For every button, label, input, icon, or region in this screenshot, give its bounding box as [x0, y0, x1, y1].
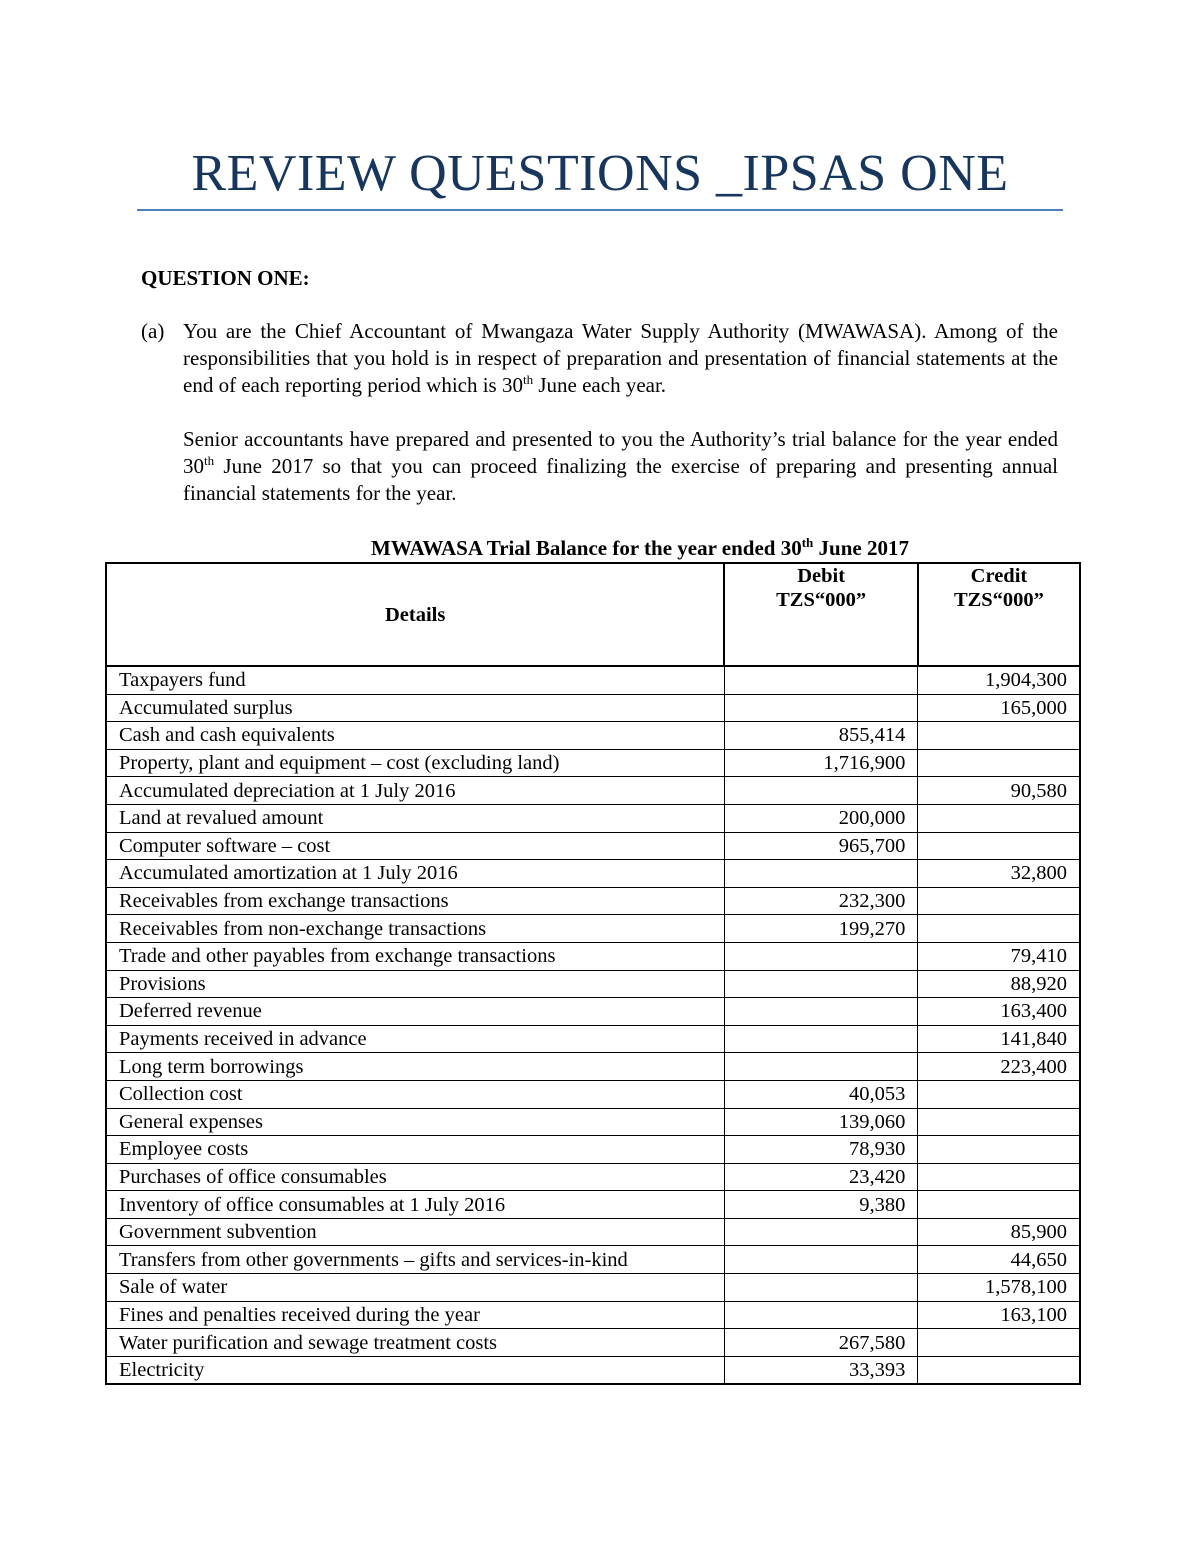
context-paragraph — [183, 426, 1058, 507]
account-name: Employee costs — [106, 1136, 724, 1164]
table-row — [106, 1053, 1080, 1081]
table-row — [106, 1080, 1080, 1108]
debit-amount — [724, 1218, 918, 1246]
intro-paragraph — [183, 318, 1058, 399]
debit-amount — [724, 970, 918, 998]
credit-amount — [918, 1163, 1080, 1191]
debit-amount — [724, 942, 918, 970]
credit-amount — [918, 1191, 1080, 1219]
account-name: Electricity — [106, 1356, 724, 1384]
table-row — [106, 777, 1080, 805]
credit-amount: 163,100 — [918, 1301, 1080, 1329]
credit-amount: 141,840 — [918, 1025, 1080, 1053]
account-name: Provisions — [106, 970, 724, 998]
credit-amount: 32,800 — [918, 860, 1080, 888]
credit-amount: 88,920 — [918, 970, 1080, 998]
credit-header-label: Credit — [970, 565, 1028, 587]
credit-amount: 165,000 — [918, 694, 1080, 722]
table-row — [106, 887, 1080, 915]
table-row — [106, 970, 1080, 998]
credit-amount — [918, 749, 1080, 777]
debit-amount — [724, 1025, 918, 1053]
credit-amount — [918, 1356, 1080, 1384]
intro-text-end: June each year. — [533, 373, 667, 397]
debit-amount: 199,270 — [724, 915, 918, 943]
credit-amount — [918, 832, 1080, 860]
account-name: Payments received in advance — [106, 1025, 724, 1053]
debit-amount: 9,380 — [724, 1191, 918, 1219]
debit-amount: 40,053 — [724, 1080, 918, 1108]
credit-amount: 79,410 — [918, 942, 1080, 970]
question-heading: QUESTION ONE: — [141, 266, 310, 290]
table-row — [106, 1108, 1080, 1136]
table-row — [106, 804, 1080, 832]
credit-amount — [918, 1080, 1080, 1108]
debit-amount — [724, 860, 918, 888]
credit-amount: 163,400 — [918, 998, 1080, 1026]
table-row — [106, 1246, 1080, 1274]
trial-balance-table — [105, 562, 1081, 1385]
account-name: Inventory of office consumables at 1 July 2016 — [106, 1191, 724, 1219]
table-row — [106, 694, 1080, 722]
table-row — [106, 1356, 1080, 1384]
account-name: Taxpayers fund — [106, 666, 724, 694]
account-name: Accumulated depreciation at 1 July 2016 — [106, 777, 724, 805]
account-name: Fines and penalties received during the year — [106, 1301, 724, 1329]
account-name: Water purification and sewage treatment costs — [106, 1329, 724, 1357]
table-row — [106, 915, 1080, 943]
credit-amount: 90,580 — [918, 777, 1080, 805]
table-row — [106, 942, 1080, 970]
caption-text-end: June 2017 — [813, 536, 909, 560]
account-name: Trade and other payables from exchange transactions — [106, 942, 724, 970]
table-row — [106, 749, 1080, 777]
account-name: Collection cost — [106, 1080, 724, 1108]
account-name: Receivables from non-exchange transactions — [106, 915, 724, 943]
debit-amount — [724, 1274, 918, 1302]
table-header-row — [106, 563, 1080, 666]
table-row — [106, 1136, 1080, 1164]
account-name: Cash and cash equivalents — [106, 722, 724, 750]
debit-amount: 200,000 — [724, 804, 918, 832]
debit-amount: 78,930 — [724, 1136, 918, 1164]
credit-amount — [918, 1108, 1080, 1136]
account-name: Computer software – cost — [106, 832, 724, 860]
credit-amount — [918, 722, 1080, 750]
intro-text: You are the Chief Accountant of Mwangaza Water Supply Authority (MWAWASA). Among of the responsibilities that you hold is in respect of preparation and presentation of financial statements at the end of each reporting period which is 30 — [183, 319, 1058, 397]
debit-header-unit: TZS“000” — [776, 589, 867, 611]
credit-amount — [918, 1329, 1080, 1357]
account-name: Land at revalued amount — [106, 804, 724, 832]
table-row — [106, 666, 1080, 694]
caption-superscript: th — [801, 535, 814, 550]
debit-amount: 855,414 — [724, 722, 918, 750]
credit-amount — [918, 804, 1080, 832]
caption-text: MWAWASA Trial Balance for the year ended 30 — [371, 536, 802, 560]
credit-amount: 44,650 — [918, 1246, 1080, 1274]
credit-amount — [918, 887, 1080, 915]
account-name: Transfers from other governments – gifts and services-in-kind — [106, 1246, 724, 1274]
debit-amount: 232,300 — [724, 887, 918, 915]
table-row — [106, 1191, 1080, 1219]
intro-superscript: th — [522, 372, 534, 387]
table-caption — [0, 535, 1200, 561]
debit-amount — [724, 1053, 918, 1081]
debit-amount — [724, 1246, 918, 1274]
debit-header — [724, 563, 918, 666]
item-label: (a) — [141, 319, 165, 343]
account-name: Purchases of office consumables — [106, 1163, 724, 1191]
debit-amount — [724, 998, 918, 1026]
debit-amount — [724, 1301, 918, 1329]
title-underline — [137, 209, 1063, 211]
table-row — [106, 998, 1080, 1026]
credit-amount — [918, 1136, 1080, 1164]
page-title: REVIEW QUESTIONS _IPSAS ONE — [191, 145, 1009, 202]
credit-amount: 1,904,300 — [918, 666, 1080, 694]
credit-header — [918, 563, 1080, 666]
account-name: Accumulated amortization at 1 July 2016 — [106, 860, 724, 888]
debit-amount — [724, 666, 918, 694]
table-body — [106, 666, 1080, 1384]
account-name: General expenses — [106, 1108, 724, 1136]
credit-amount — [918, 915, 1080, 943]
table-row — [106, 1301, 1080, 1329]
account-name: Government subvention — [106, 1218, 724, 1246]
details-header: Details — [106, 563, 724, 666]
table-row — [106, 1329, 1080, 1357]
debit-amount: 965,700 — [724, 832, 918, 860]
table-row — [106, 832, 1080, 860]
credit-amount: 85,900 — [918, 1218, 1080, 1246]
credit-amount: 223,400 — [918, 1053, 1080, 1081]
account-name: Deferred revenue — [106, 998, 724, 1026]
context-text-end: June 2017 so that you can proceed finalizing the exercise of preparing and presenting annual financial statements for the year. — [183, 454, 1058, 505]
debit-amount: 139,060 — [724, 1108, 918, 1136]
debit-header-label: Debit — [797, 565, 846, 587]
table-row — [106, 722, 1080, 750]
context-text: Senior accountants have prepared and presented to you the Authority’s trial balance for the year ended 30 — [183, 427, 1058, 478]
credit-header-unit: TZS“000” — [953, 589, 1044, 611]
account-name: Long term borrowings — [106, 1053, 724, 1081]
credit-amount: 1,578,100 — [918, 1274, 1080, 1302]
debit-amount: 23,420 — [724, 1163, 918, 1191]
debit-amount — [724, 694, 918, 722]
account-name: Property, plant and equipment – cost (excluding land) — [106, 749, 724, 777]
account-name: Sale of water — [106, 1274, 724, 1302]
table-row — [106, 1163, 1080, 1191]
account-name: Accumulated surplus — [106, 694, 724, 722]
debit-amount: 1,716,900 — [724, 749, 918, 777]
account-name: Receivables from exchange transactions — [106, 887, 724, 915]
debit-amount: 267,580 — [724, 1329, 918, 1357]
debit-amount — [724, 777, 918, 805]
table-row — [106, 860, 1080, 888]
table-row — [106, 1274, 1080, 1302]
table-row — [106, 1025, 1080, 1053]
context-superscript: th — [204, 453, 215, 468]
debit-amount: 33,393 — [724, 1356, 918, 1384]
table-row — [106, 1218, 1080, 1246]
